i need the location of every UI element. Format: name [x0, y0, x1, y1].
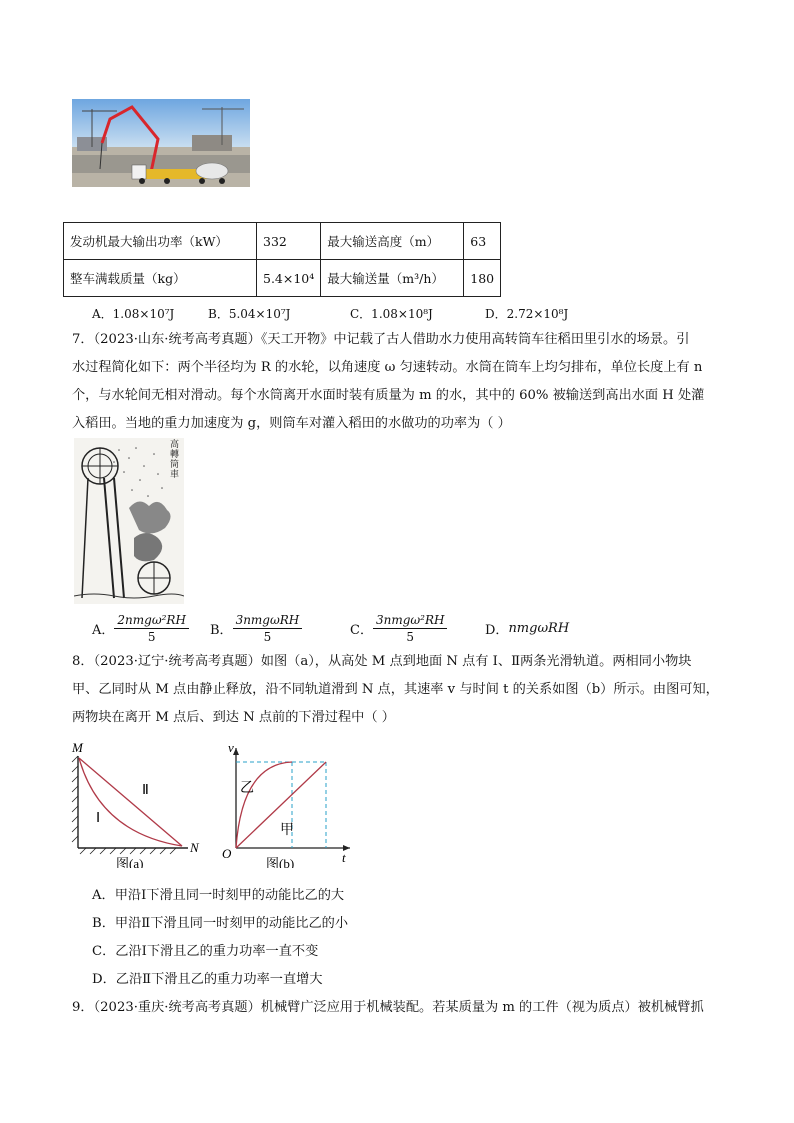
- label-o: O: [222, 846, 232, 861]
- table-cell: 发动机最大输出功率（kW）: [64, 223, 257, 260]
- option-d: D．2.72×10⁸J: [485, 307, 569, 321]
- label-jia: 甲: [280, 823, 294, 838]
- fraction-denominator: 5: [147, 629, 156, 644]
- label-m: M: [72, 740, 83, 755]
- table-cell: 最大输送量（m³/h）: [321, 260, 464, 297]
- caption-b: 图(b): [266, 856, 295, 868]
- table-cell: 332: [257, 223, 321, 260]
- woodcut-caption: 高轉筒車: [170, 440, 180, 480]
- option-d: [485, 612, 569, 644]
- table-row: [64, 223, 501, 260]
- fraction-numerator: 3nmgω²RH: [373, 612, 448, 629]
- option-b: B．5.04×10⁷J: [208, 307, 291, 321]
- table-cell: 最大输送高度（m）: [321, 223, 464, 260]
- figure-a: [71, 740, 200, 868]
- fraction-numerator: 3nmgωRH: [233, 612, 303, 629]
- option-a: A．甲沿Ⅰ下滑且同一时刻甲的动能比乙的大: [92, 888, 345, 903]
- option-fraction: [233, 612, 303, 645]
- option-b: [210, 612, 302, 644]
- question-7-line-4: 入稻田。当地的重力加速度为 g，则筒车对灌入稻田的水做功的功率为（ ）: [72, 416, 511, 431]
- option-fraction: [114, 612, 189, 645]
- option-d: D．乙沿Ⅱ下滑且乙的重力功率一直增大: [92, 972, 323, 987]
- table-row: [64, 260, 501, 297]
- fraction-denominator: 5: [263, 629, 272, 644]
- option-label: B．: [210, 622, 233, 638]
- table-cell: 整车满载质量（kg）: [64, 260, 257, 297]
- motion-figures: [70, 738, 360, 868]
- question-8-line-1: 8．（2023·辽宁·统考高考真题）如图（a），从高处 M 点到地面 N 点有 Ⅰ、Ⅱ两条光滑轨道。两相同小物块: [72, 654, 692, 669]
- label-track-i: Ⅰ: [96, 811, 101, 826]
- question-9-line-1: 9．（2023·重庆·统考高考真题）机械臂广泛应用于机械装配。若某质量为 m 的工件（视为质点）被机械臂抓: [72, 1000, 704, 1015]
- caption-a: 图(a): [116, 856, 144, 868]
- option-a: A．1.08×10⁷J: [92, 307, 175, 321]
- option-label: D．: [485, 622, 509, 638]
- label-v: v: [228, 740, 234, 755]
- option-b: B．甲沿Ⅱ下滑且同一时刻甲的动能比乙的小: [92, 916, 349, 931]
- option-a: [92, 612, 189, 644]
- fraction-numerator: 2nmgω²RH: [114, 612, 189, 629]
- option-label: A．: [92, 622, 115, 638]
- option-c: C．乙沿Ⅰ下滑且乙的重力功率一直不变: [92, 944, 319, 959]
- question-7-line-2: 水过程简化如下：两个半径均为 R 的水轮，以角速度 ω 匀速转动。水筒在筒车上均匀排布，单位长度上有 n: [72, 360, 703, 375]
- option-fraction: [373, 612, 448, 645]
- table-cell: 5.4×10⁴: [257, 260, 321, 297]
- option-label: C．: [350, 622, 373, 638]
- label-n: N: [190, 840, 199, 855]
- option-c: C．1.08×10⁸J: [350, 307, 433, 321]
- spec-table: [63, 222, 501, 297]
- figure-b: [222, 740, 350, 868]
- fraction-denominator: 5: [406, 629, 415, 644]
- label-yi: 乙: [240, 781, 254, 796]
- water-wheel-woodcut: [74, 438, 184, 604]
- question-8-line-2: 甲、乙同时从 M 点由静止释放，沿不同轨道滑到 N 点，其速率 v 与时间 t 的关系如图（b）所示。由图可知，: [72, 682, 719, 697]
- table-cell: 63: [464, 223, 501, 260]
- question-7-line-3: 个，与水轮间无相对滑动。每个水筒离开水面时装有质量为 m 的水，其中的 60% 被输送到高出水面 H 处灌: [72, 388, 705, 403]
- option-c: [350, 612, 447, 644]
- question-7-line-1: 7．（2023·山东·统考高考真题）《天工开物》中记载了古人借助水力使用高转筒车往稻田里引水的场景。引: [72, 332, 690, 347]
- option-text: nmgωRH: [508, 620, 570, 636]
- table-cell: 180: [464, 260, 501, 297]
- label-t: t: [342, 850, 346, 865]
- concrete-pump-truck-photo: [72, 99, 250, 187]
- question-8-line-3: 两物块在离开 M 点后、到达 N 点前的下滑过程中（ ）: [72, 710, 395, 725]
- label-track-ii: Ⅱ: [142, 783, 149, 798]
